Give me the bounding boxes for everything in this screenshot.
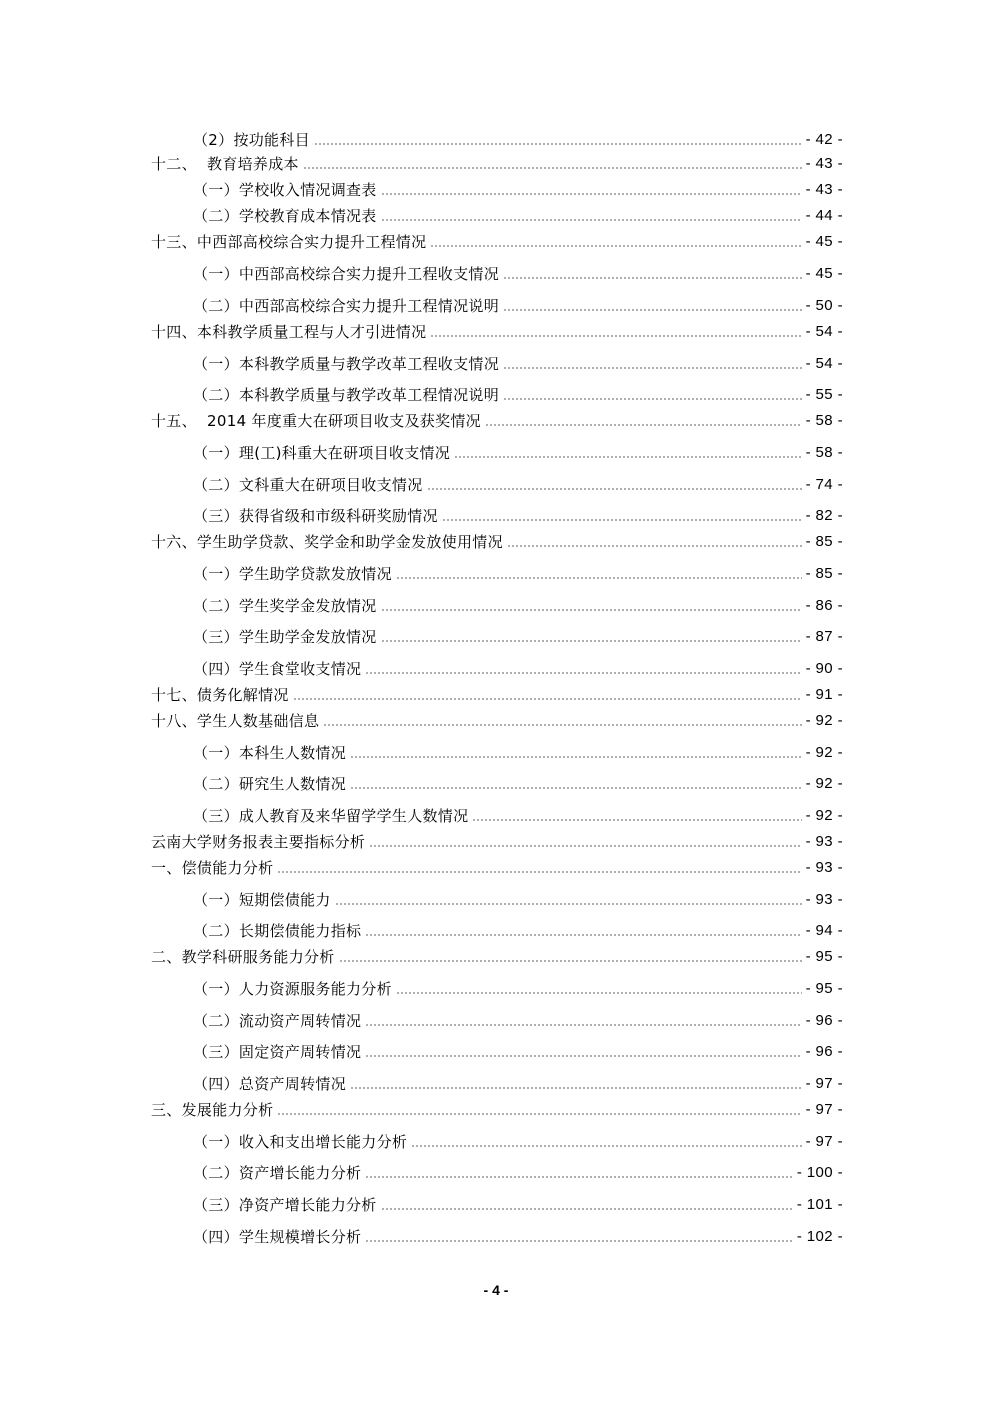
toc-entry-title: （二）长期偿债能力指标 xyxy=(193,922,362,940)
dot-leader xyxy=(503,398,802,400)
toc-entry-title: 一、偿债能力分析 xyxy=(151,859,274,877)
dot-leader xyxy=(323,724,801,726)
toc-entry-title: （四）学生规模增长分析 xyxy=(193,1228,362,1246)
dot-leader xyxy=(314,143,802,145)
dot-leader xyxy=(411,1145,801,1147)
dot-leader xyxy=(369,845,801,847)
toc-entry-page: - 43 - xyxy=(805,181,843,198)
dot-leader xyxy=(442,519,802,521)
toc-entry-page: - 42 - xyxy=(805,131,843,148)
toc-entry-title: （一）收入和支出增长能力分析 xyxy=(193,1133,408,1151)
toc-entry-title: （一）学校收入情况调查表 xyxy=(193,181,377,199)
toc-entry[interactable] xyxy=(193,889,843,911)
toc-entry[interactable] xyxy=(151,710,843,732)
toc-entry-title: 十五、 2014 年度重大在研项目收支及获奖情况 xyxy=(151,412,481,430)
toc-entry-page: - 90 - xyxy=(805,660,843,677)
toc-entry[interactable] xyxy=(151,946,843,968)
dot-leader xyxy=(350,1087,802,1089)
toc-entry-page: - 58 - xyxy=(805,412,843,429)
toc-entry[interactable] xyxy=(193,626,843,648)
toc-entry[interactable] xyxy=(193,805,843,827)
toc-entry-title: （二）研究生人数情况 xyxy=(193,775,347,793)
dot-leader xyxy=(381,1208,793,1210)
toc-entry-title: （三）学生助学金发放情况 xyxy=(193,628,377,646)
toc-entry-title: （一）人力资源服务能力分析 xyxy=(193,980,392,998)
toc-entry-page: - 55 - xyxy=(805,386,843,403)
dot-leader xyxy=(365,934,801,936)
dot-leader xyxy=(381,219,802,221)
toc-entry[interactable] xyxy=(193,1041,843,1063)
toc-entry-page: - 93 - xyxy=(805,891,843,908)
toc-entry-page: - 102 - xyxy=(796,1228,843,1245)
dot-leader xyxy=(503,277,802,279)
dot-leader xyxy=(454,456,801,458)
toc-entry[interactable] xyxy=(193,1131,843,1153)
toc-entry[interactable] xyxy=(193,1073,843,1095)
toc-entry[interactable] xyxy=(193,595,843,617)
toc-entry[interactable] xyxy=(193,384,843,406)
toc-entry[interactable] xyxy=(151,231,843,253)
toc-entry-page: - 74 - xyxy=(805,476,843,493)
dot-leader xyxy=(277,871,801,873)
toc-entry-page: - 85 - xyxy=(805,565,843,582)
toc-entry-title: （一）中西部高校综合实力提升工程收支情况 xyxy=(193,265,500,283)
toc-entry-title: （一）本科生人数情况 xyxy=(193,744,347,762)
toc-entry-title: （一）理(工)科重大在研项目收支情况 xyxy=(193,444,451,462)
toc-entry-page: - 45 - xyxy=(805,265,843,282)
dot-leader xyxy=(381,609,802,611)
toc-entry[interactable] xyxy=(151,684,843,706)
toc-entry-title: （二）学生奖学金发放情况 xyxy=(193,597,377,615)
toc-entry[interactable] xyxy=(151,321,843,343)
dot-leader xyxy=(507,545,802,547)
toc-entry-page: - 101 - xyxy=(796,1196,843,1213)
dot-leader xyxy=(350,756,802,758)
toc-entry-title: （二）中西部高校综合实力提升工程情况说明 xyxy=(193,297,500,315)
toc-entry-title: 十八、学生人数基础信息 xyxy=(151,712,320,730)
toc-entry-page: - 97 - xyxy=(805,1133,843,1150)
dot-leader xyxy=(303,167,802,169)
toc-entry[interactable] xyxy=(193,129,843,151)
toc-entry-title: 十六、学生助学贷款、奖学金和助学金发放使用情况 xyxy=(151,533,503,551)
dot-leader xyxy=(350,787,802,789)
dot-leader xyxy=(365,1024,801,1026)
dot-leader xyxy=(335,903,802,905)
toc-entry[interactable] xyxy=(193,505,843,527)
dot-leader xyxy=(485,424,802,426)
toc-entry[interactable] xyxy=(193,978,843,1000)
toc-entry-page: - 93 - xyxy=(805,859,843,876)
toc-entry-title: （2）按功能科目 xyxy=(193,131,310,149)
toc-entry[interactable] xyxy=(193,920,843,942)
toc-entry[interactable] xyxy=(151,410,843,432)
dot-leader xyxy=(430,245,801,247)
dot-leader xyxy=(339,960,802,962)
toc-entry-title: （二）学校教育成本情况表 xyxy=(193,207,377,225)
toc-entry-page: - 91 - xyxy=(805,686,843,703)
toc-entry-page: - 92 - xyxy=(805,807,843,824)
toc-entry[interactable] xyxy=(193,295,843,317)
toc-entry-page: - 50 - xyxy=(805,297,843,314)
toc-entry-title: （二）文科重大在研项目收支情况 xyxy=(193,476,423,494)
dot-leader xyxy=(503,367,802,369)
page-number: - 4 - xyxy=(483,1282,509,1298)
dot-leader xyxy=(396,577,802,579)
dot-leader xyxy=(430,335,801,337)
toc-entry[interactable] xyxy=(193,773,843,795)
toc-entry-page: - 92 - xyxy=(805,775,843,792)
toc-entry-title: （三）成人教育及来华留学学生人数情况 xyxy=(193,807,469,825)
dot-leader xyxy=(277,1113,801,1115)
toc-entry-title: 十二、 教育培养成本 xyxy=(151,155,299,173)
toc-entry-page: - 44 - xyxy=(805,207,843,224)
toc-entry-page: - 86 - xyxy=(805,597,843,614)
toc-entry-title: （一）学生助学贷款发放情况 xyxy=(193,565,392,583)
toc-entry[interactable] xyxy=(193,353,843,375)
toc-entry-page: - 45 - xyxy=(805,233,843,250)
toc-entry-page: - 87 - xyxy=(805,628,843,645)
dot-leader xyxy=(396,992,802,994)
toc-entry-title: 二、教学科研服务能力分析 xyxy=(151,948,335,966)
toc-entry-page: - 54 - xyxy=(805,323,843,340)
toc-entry-page: - 100 - xyxy=(796,1164,843,1181)
toc-entry-page: - 93 - xyxy=(805,833,843,850)
toc-entry-page: - 43 - xyxy=(805,155,843,172)
toc-entry-page: - 96 - xyxy=(805,1043,843,1060)
dot-leader xyxy=(365,672,801,674)
toc-entry-title: 十四、本科教学质量工程与人才引进情况 xyxy=(151,323,427,341)
toc-entry[interactable] xyxy=(193,563,843,585)
toc-entry-page: - 96 - xyxy=(805,1012,843,1029)
toc-entry-page: - 95 - xyxy=(805,980,843,997)
toc-entry[interactable] xyxy=(151,531,843,553)
toc-entry-page: - 95 - xyxy=(805,948,843,965)
toc-entry[interactable] xyxy=(193,179,843,201)
toc-entry-page: - 97 - xyxy=(805,1101,843,1118)
toc-entry[interactable] xyxy=(151,1099,843,1121)
toc-entry[interactable] xyxy=(193,1162,843,1184)
toc-entry-page: - 54 - xyxy=(805,355,843,372)
toc-entry-title: （四）学生食堂收支情况 xyxy=(193,660,362,678)
toc-entry-title: （一）本科教学质量与教学改革工程收支情况 xyxy=(193,355,500,373)
toc-entry-title: （四）总资产周转情况 xyxy=(193,1075,347,1093)
toc-entry-title: （二）本科教学质量与教学改革工程情况说明 xyxy=(193,386,500,404)
dot-leader xyxy=(503,309,802,311)
toc-entry[interactable] xyxy=(193,658,843,680)
dot-leader xyxy=(365,1055,801,1057)
toc-entry-title: （一）短期偿债能力 xyxy=(193,891,331,909)
toc-entry-title: （二）资产增长能力分析 xyxy=(193,1164,362,1182)
toc-entry-title: （三）固定资产周转情况 xyxy=(193,1043,362,1061)
toc-entry[interactable] xyxy=(193,1226,843,1248)
toc-entry[interactable] xyxy=(193,442,843,464)
dot-leader xyxy=(381,640,802,642)
toc-entry-title: （三）获得省级和市级科研奖励情况 xyxy=(193,507,438,525)
toc-entry[interactable] xyxy=(193,263,843,285)
dot-leader xyxy=(472,819,801,821)
toc-entry[interactable] xyxy=(193,205,843,227)
dot-leader xyxy=(381,193,802,195)
toc-entry-title: 十七、债务化解情况 xyxy=(151,686,289,704)
toc-entry[interactable] xyxy=(151,153,843,175)
toc-entry-title: 三、发展能力分析 xyxy=(151,1101,274,1119)
toc-entry-page: - 58 - xyxy=(805,444,843,461)
toc-entry[interactable] xyxy=(151,857,843,879)
toc-entry[interactable] xyxy=(193,1010,843,1032)
toc-entry-page: - 82 - xyxy=(805,507,843,524)
toc-entry[interactable] xyxy=(193,742,843,764)
dot-leader xyxy=(427,488,802,490)
toc-entry-title: 云南大学财务报表主要指标分析 xyxy=(151,833,366,851)
toc-entry[interactable] xyxy=(151,831,843,853)
dot-leader xyxy=(293,698,802,700)
toc-entry-page: - 92 - xyxy=(805,712,843,729)
toc-entry[interactable] xyxy=(193,1194,843,1216)
toc-entry-page: - 97 - xyxy=(805,1075,843,1092)
toc-entry-page: - 94 - xyxy=(805,922,843,939)
toc-entry-title: 十三、中西部高校综合实力提升工程情况 xyxy=(151,233,427,251)
toc-entry-page: - 92 - xyxy=(805,744,843,761)
dot-leader xyxy=(365,1176,793,1178)
dot-leader xyxy=(365,1240,793,1242)
toc-entry-title: （二）流动资产周转情况 xyxy=(193,1012,362,1030)
toc-entry-page: - 85 - xyxy=(805,533,843,550)
toc-entry-title: （三）净资产增长能力分析 xyxy=(193,1196,377,1214)
toc-entry[interactable] xyxy=(193,474,843,496)
